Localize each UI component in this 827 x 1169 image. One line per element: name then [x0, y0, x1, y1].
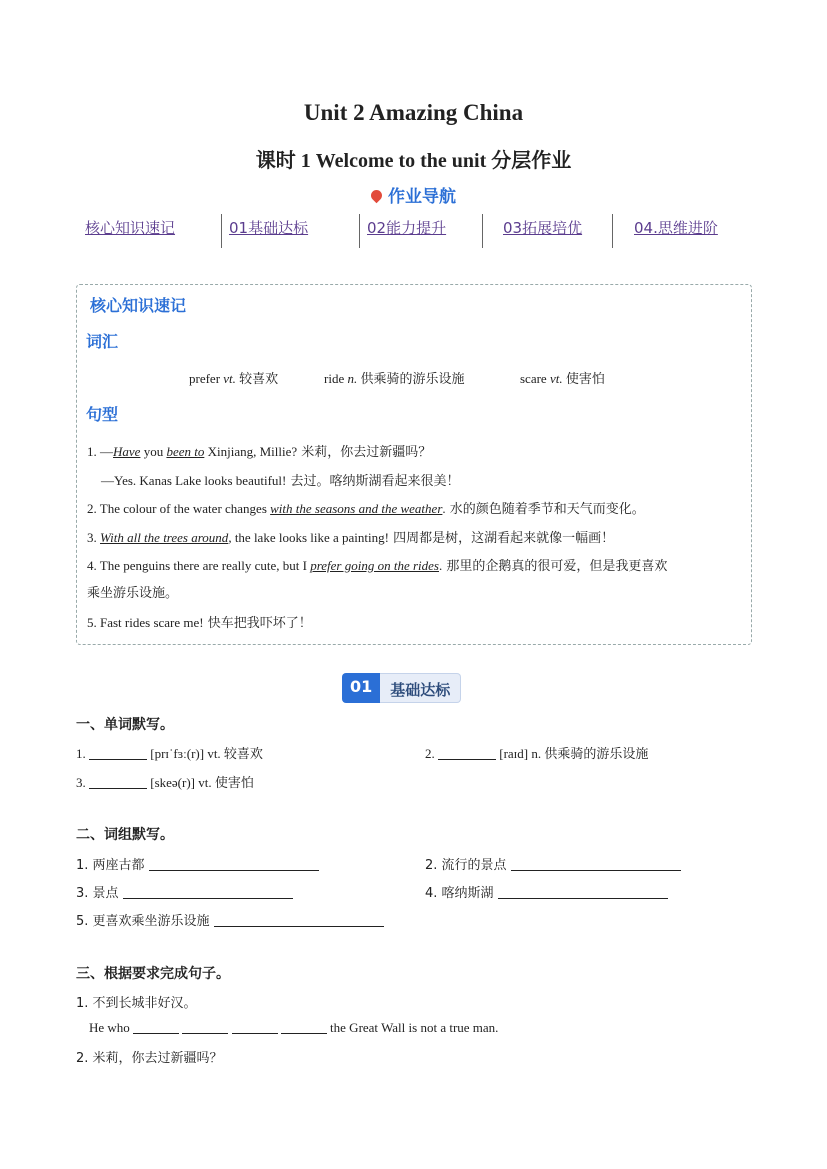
- nav-link-ability[interactable]: 02能力提升: [367, 219, 447, 237]
- word-question-1: 1. [prɪˈfɜː(r)] vt. 较喜欢: [76, 746, 263, 761]
- page-title: Unit 2 Amazing China: [303, 100, 524, 125]
- sentence-4-cont: 乘坐游乐设施。: [87, 586, 179, 601]
- phrase-question-5: 5. 更喜欢乘坐游乐设施: [76, 910, 384, 929]
- nav-link-knowledge[interactable]: 核心知识速记: [85, 219, 176, 237]
- answer-blank[interactable]: [281, 1021, 327, 1034]
- section-badge: [342, 673, 461, 703]
- phrase-question-1: 1. 两座古都: [76, 854, 319, 873]
- word-question-3: 3. [skeə(r)] vt. 使害怕: [76, 775, 254, 790]
- answer-blank[interactable]: [89, 776, 147, 789]
- sentence-heading: 句型: [86, 405, 119, 424]
- nav-heading: 作业导航: [0, 182, 827, 207]
- badge-label: 基础达标: [380, 673, 461, 703]
- sentence-4: 4. The penguins there are really cute, but I prefer going on the rides. 那里的企鹅真的很可爱，但是我更喜欢: [87, 558, 668, 574]
- phrase-question-2: 2. 流行的景点: [425, 854, 681, 873]
- sentence-1a: 1. —Have you been to Xinjiang, Millie? 米莉，你去过新疆吗？: [87, 444, 432, 460]
- vocab-item: scare vt. 使害怕: [520, 371, 605, 387]
- answer-blank[interactable]: [498, 886, 668, 899]
- knowledge-heading: 核心知识速记: [90, 296, 187, 315]
- page-subtitle: 课时 1 Welcome to the unit 分层作业: [255, 150, 572, 172]
- part3-heading: 三、根据要求完成句子。: [76, 966, 230, 982]
- phrase-question-4: 4. 喀纳斯湖: [425, 882, 668, 901]
- answer-blank[interactable]: [123, 886, 293, 899]
- sentence-3: 3. With all the trees around, the lake looks like a painting! 四周都是树，这湖看起来就像一幅画！: [87, 530, 615, 546]
- answer-blank[interactable]: [438, 747, 496, 760]
- phrase-question-3: 3. 景点: [76, 882, 293, 901]
- badge-number: 01: [342, 673, 380, 703]
- nav-divider: [359, 214, 360, 248]
- location-pin-icon: [369, 188, 385, 204]
- vocab-heading: 词汇: [86, 332, 119, 351]
- vocab-item: ride n. 供乘骑的游乐设施: [324, 371, 465, 387]
- sentence-5: 5. Fast rides scare me! 快车把我吓坏了！: [87, 615, 312, 631]
- nav-link-thinking[interactable]: 04.思维进阶: [634, 219, 718, 237]
- part1-heading: 一、单词默写。: [76, 717, 174, 733]
- answer-blank[interactable]: [182, 1021, 228, 1034]
- vocab-item: prefer vt. 较喜欢: [189, 371, 279, 387]
- answer-blank[interactable]: [511, 858, 681, 871]
- answer-blank[interactable]: [214, 914, 384, 927]
- nav-divider: [221, 214, 222, 248]
- sentence-question-2: 2. 米莉，你去过新疆吗？: [76, 1051, 223, 1066]
- nav-divider: [482, 214, 483, 248]
- sentence-1b: —Yes. Kanas Lake looks beautiful! 去过。喀纳斯湖看起来很美！: [101, 473, 460, 489]
- sentence-question-1: 1. 不到长城非好汉。: [76, 996, 197, 1011]
- nav-link-basic[interactable]: 01基础达标: [229, 219, 309, 237]
- part2-heading: 二、词组默写。: [76, 827, 174, 843]
- answer-blank[interactable]: [89, 747, 147, 760]
- word-question-2: 2. [raɪd] n. 供乘骑的游乐设施: [425, 746, 649, 761]
- answer-blank[interactable]: [133, 1021, 179, 1034]
- answer-blank[interactable]: [232, 1021, 278, 1034]
- answer-blank[interactable]: [149, 858, 319, 871]
- sentence-question-1-answer: He who the Great Wall is not a true man.: [89, 1020, 499, 1035]
- nav-link-extension[interactable]: 03拓展培优: [503, 219, 583, 237]
- nav-divider: [612, 214, 613, 248]
- sentence-2: 2. The colour of the water changes with the seasons and the weather. 水的颜色随着季节和天气而变化。: [87, 501, 645, 517]
